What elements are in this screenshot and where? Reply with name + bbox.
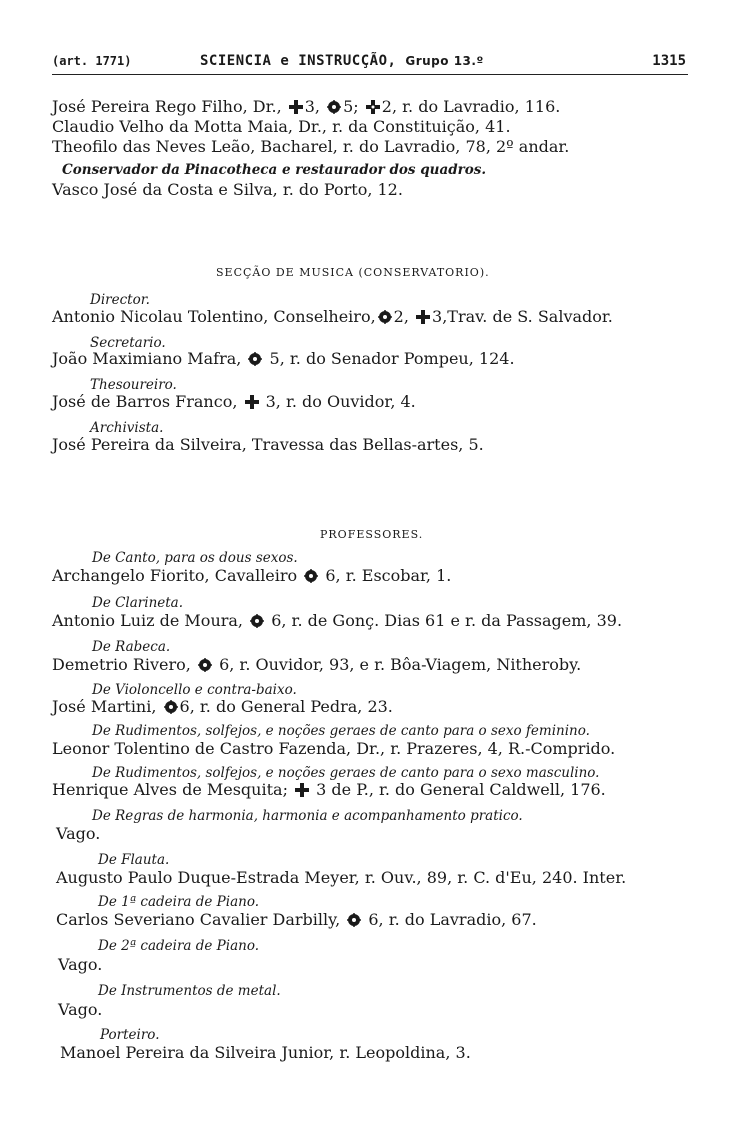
subject-rudimentos-feminino: De Rudimentos, solfejos, e noções geraes de canto para o sexo feminino. [92,723,590,739]
page-number: 1315 [652,53,686,69]
entry-piano-2: Vago. [58,955,103,974]
cross-star-order-icon [366,100,380,114]
subject-violoncello: De Violoncello e contra-baixo. [92,682,297,698]
entry-text: Carlos Severiano Cavalier Darbilly, [56,910,341,929]
running-title-main: SCIENCIA e INSTRUCÇÃO, [200,53,397,69]
article-reference: (art. 1771) [52,54,132,68]
entry-violoncello [52,697,393,717]
entry-text: José Martini, [52,697,157,716]
role-conservador: Conservador da Pinacotheca e restaurador dos quadros. [62,162,487,178]
rose-order-icon [378,310,392,324]
entry-rudimentos-feminino: Leonor Tolentino de Castro Fazenda, Dr., r. Prazeres, 4, R.-Comprido. [52,739,616,758]
running-title-group: Grupo 13.º [405,54,484,68]
entry-text: Antonio Luiz de Moura, [52,611,244,630]
entry-text: 3,Trav. de S. Salvador. [432,307,613,326]
entry-flauta: Augusto Paulo Duque-Estrada Meyer, r. Ouv., 89, r. C. d'Eu, 240. Inter. [56,868,627,887]
entry-porteiro: Manoel Pereira da Silveira Junior, r. Leopoldina, 3. [60,1043,471,1062]
subject-clarineta: De Clarineta. [92,595,184,611]
rose-order-icon [248,352,262,366]
rose-order-icon [327,100,341,114]
role-secretario: Secretario. [90,335,166,351]
role-director: Director. [90,292,150,308]
entry-text: 6, r. do Lavradio, 67. [368,910,537,929]
subject-rudimentos-masculino: De Rudimentos, solfejos, e noções geraes de canto para o sexo masculino. [92,765,600,781]
entry-text: José de Barros Franco, [52,392,238,411]
running-title [200,53,484,69]
entry-text: 2, [393,307,409,326]
entry-text: Demetrio Rivero, [52,655,191,674]
entry-theofilo-leao: Theofilo das Neves Leão, Bacharel, r. do Lavradio, 78, 2º andar. [52,137,570,156]
entry-text: 5, r. do Senador Pompeu, 124. [269,349,515,368]
entry-clarineta [52,611,622,631]
entry-text: 3, r. do Ouvidor, 4. [265,392,416,411]
entry-text: 6, r. de Gonç. Dias 61 e r. da Passagem, 39. [271,611,623,630]
entry-text: 6, r. Ouvidor, 93, e r. Bôa-Viagem, Nitheroby. [219,655,582,674]
subject-rabeca: De Rabeca. [92,639,171,655]
entry-secretario [52,349,515,369]
entry-piano-1 [56,910,537,930]
cross-order-icon [295,783,309,797]
entry-director [52,307,613,327]
rose-order-icon [304,569,318,583]
rose-order-icon [164,700,178,714]
rose-order-icon [250,614,264,628]
cross-order-icon [289,100,303,114]
entry-text: 6, r. Escobar, 1. [325,566,452,585]
role-porteiro: Porteiro. [100,1027,160,1043]
entry-text: Henrique Alves de Mesquita; [52,780,288,799]
role-archivista: Archivista. [90,420,164,436]
entry-text: 3 de P., r. do General Caldwell, 176. [316,780,606,799]
entry-text: 6, r. do General Pedra, 23. [179,697,393,716]
entry-harmonia: Vago. [56,824,101,843]
entry-rabeca [52,655,581,675]
entry-text: José Pereira Rego Filho, Dr., [52,97,282,116]
entry-thesoureiro [52,392,416,412]
entry-text: 2, r. do Lavradio, 116. [381,97,561,116]
section-heading-professores: PROFESSORES. [320,528,424,541]
entry-canto [52,566,451,586]
subject-instrumentos-metal: De Instrumentos de metal. [98,983,281,999]
entry-text: João Maximiano Mafra, [52,349,242,368]
entry-text: Antonio Nicolau Tolentino, Conselheiro, [52,307,376,326]
entry-instrumentos-metal: Vago. [58,1000,103,1019]
subject-piano-2: De 2ª cadeira de Piano. [98,938,259,954]
entry-vasco-silva: Vasco José da Costa e Silva, r. do Porto, 12. [52,180,403,199]
subject-piano-1: De 1ª cadeira de Piano. [98,894,259,910]
section-heading-musica: SECÇÃO DE MUSICA (CONSERVATORIO). [216,266,490,279]
entry-text: 5; [343,97,359,116]
rose-order-icon [198,658,212,672]
subject-harmonia: De Regras de harmonia, harmonia e acompanhamento pratico. [92,808,523,824]
entry-archivista: José Pereira da Silveira, Travessa das Bellas-artes, 5. [52,435,484,454]
entry-rudimentos-masculino [52,780,606,800]
role-thesoureiro: Thesoureiro. [90,377,177,393]
cross-order-icon [245,395,259,409]
entry-claudio-velho: Claudio Velho da Motta Maia, Dr., r. da Constituição, 41. [52,117,511,136]
entry-jose-pereira-rego [52,97,560,117]
cross-order-icon [416,310,430,324]
page-header [52,52,688,75]
entry-text: Archangelo Fiorito, Cavalleiro [52,566,298,585]
entry-text: 3, [304,97,321,116]
rose-order-icon [347,913,361,927]
subject-flauta: De Flauta. [98,852,170,868]
subject-canto: De Canto, para os dous sexos. [92,550,298,566]
